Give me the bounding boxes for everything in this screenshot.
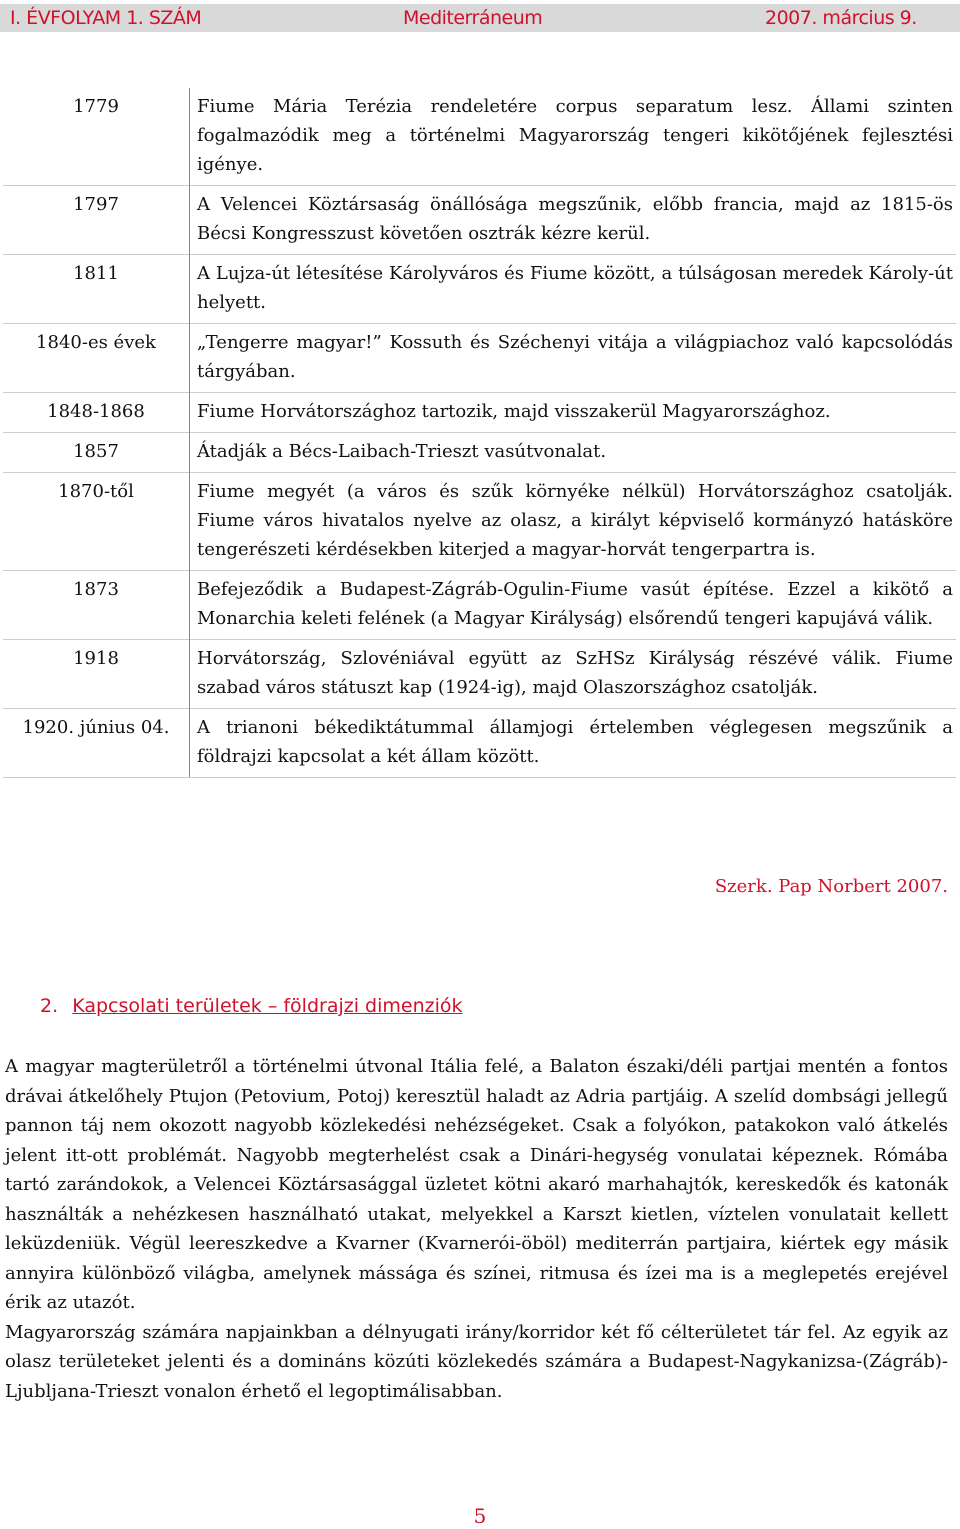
section-title: Kapcsolati területek – földrajzi dimenziók bbox=[72, 995, 463, 1017]
timeline-year: 1918 bbox=[3, 640, 190, 709]
timeline-year: 1920. június 04. bbox=[3, 709, 190, 778]
timeline-year: 1870-től bbox=[3, 473, 190, 571]
timeline-year: 1840-es évek bbox=[3, 324, 190, 393]
paragraph: A magyar magterületről a történelmi útvonal Itália felé, a Balaton északi/déli partjai mentén a fontos drávai átkelőhely Ptujon (Petovium, Potoj) keresztül haladt az Adria partjáig. A szelíd dombsági jellegű pannon táj nem okozott nagyobb közlekedési nehézségeket. Csak a folyókon, patakokon való átkelés jelent itt-ott problémát. Nagyobb megterhelést csak a Dinári-hegység vonulatai képeznek. Rómába tartó zarándokok, a Velencei Köztársasággal üzletet kötni akaró marhahajtók, kereskedők és katonák használták a nehézkesen használható utakat, melyekkel a Karszt kietlen, víztelen vonulatait kellett leküzdeniük. Végül leereszkedve a Kvarner (Kvarnerói-öböl) mediterrán partjaira, kiértek egy másik annyira különböző világba, amelynek mássága és színei, ritmusa és ízei ma is a meglepetés erejével érik az utazót. bbox=[5, 1056, 948, 1313]
page-number: 5 bbox=[473, 1504, 487, 1528]
timeline-text: Fiume Mária Terézia rendeletére corpus separatum lesz. Állami szinten fogalmazódik meg a történelmi Magyarország tengeri kikötőjének fejlesztési igénye. bbox=[197, 96, 953, 175]
paragraph: Magyarország számára napjainkban a délnyugati irány/korridor két fő célterületet tár fel. Az egyik az olasz területeket jelenti és a domináns közúti közlekedés számára a Budapest-Nagykanizsa-(Zágráb)-Ljubljana-Trieszt vonalon érhető el legoptimálisabban. bbox=[5, 1321, 948, 1402]
timeline-row bbox=[3, 393, 956, 433]
timeline-text: Fiume megyét (a város és szűk környéke nélkül) Horvátországhoz csatolják. Fiume város hivatalos nyelve az olasz, a királyt képviselő kormányzó hatásköre tengerészeti kérdésekben kiterjed a magyar-horvát tengerpartra is. bbox=[190, 473, 957, 571]
timeline-row bbox=[3, 324, 956, 393]
timeline-text: A Velencei Köztársaság önállósága megszűnik, előbb francia, majd az 1815-ös Bécsi Kongresszust követően osztrák kézre kerül. bbox=[190, 186, 957, 255]
timeline-row bbox=[3, 571, 956, 640]
timeline-year: 1873 bbox=[3, 571, 190, 640]
timeline-row bbox=[3, 186, 956, 255]
editor-signature: Szerk. Pap Norbert 2007. bbox=[714, 876, 948, 897]
timeline-text: Horvátország, Szlovéniával együtt az SzHSz Királyság részévé válik. Fiume szabad város státuszt kap (1924-ig), majd Olaszországhoz csatolják. bbox=[190, 640, 957, 709]
timeline-row bbox=[3, 88, 956, 186]
timeline-text: A trianoni békediktátummal államjogi értelemben véglegesen megszűnik a földrajzi kapcsolat a két állam között. bbox=[190, 709, 957, 778]
page-header bbox=[0, 4, 960, 32]
timeline-text: Fiume Horvátországhoz tartozik, majd visszakerül Magyarországhoz. bbox=[190, 393, 957, 433]
article-body bbox=[5, 1052, 948, 1406]
timeline-row bbox=[3, 640, 956, 709]
timeline-year: 1857 bbox=[3, 433, 190, 473]
timeline-row bbox=[3, 255, 956, 324]
timeline-row bbox=[3, 433, 956, 473]
timeline-text: Befejeződik a Budapest-Zágráb-Ogulin-Fiume vasút építése. Ezzel a kikötő a Monarchia keleti felének (a Magyar Királyság) elsőrendű tengeri kapujává válik. bbox=[190, 571, 957, 640]
timeline-text: „Tengerre magyar!” Kossuth és Széchenyi vitája a világpiachoz való kapcsolódás tárgyában. bbox=[190, 324, 957, 393]
section-heading bbox=[40, 995, 463, 1017]
section-number: 2. bbox=[40, 995, 59, 1017]
timeline-row bbox=[3, 709, 956, 778]
timeline-text: A Lujza-út létesítése Károlyváros és Fiume között, a túlságosan meredek Károly-út helyett. bbox=[190, 255, 957, 324]
timeline-row bbox=[3, 473, 956, 571]
timeline-year: 1811 bbox=[3, 255, 190, 324]
timeline-table bbox=[3, 88, 956, 778]
header-publication: Mediterráneum bbox=[403, 7, 543, 29]
timeline-year: 1848-1868 bbox=[3, 393, 190, 433]
timeline-year: 1797 bbox=[3, 186, 190, 255]
header-volume: I. ÉVFOLYAM 1. SZÁM bbox=[10, 7, 202, 29]
timeline-text: Átadják a Bécs-Laibach-Trieszt vasútvonalat. bbox=[190, 433, 957, 473]
header-date: 2007. március 9. bbox=[765, 7, 917, 29]
timeline-year: 1779 bbox=[3, 88, 190, 186]
